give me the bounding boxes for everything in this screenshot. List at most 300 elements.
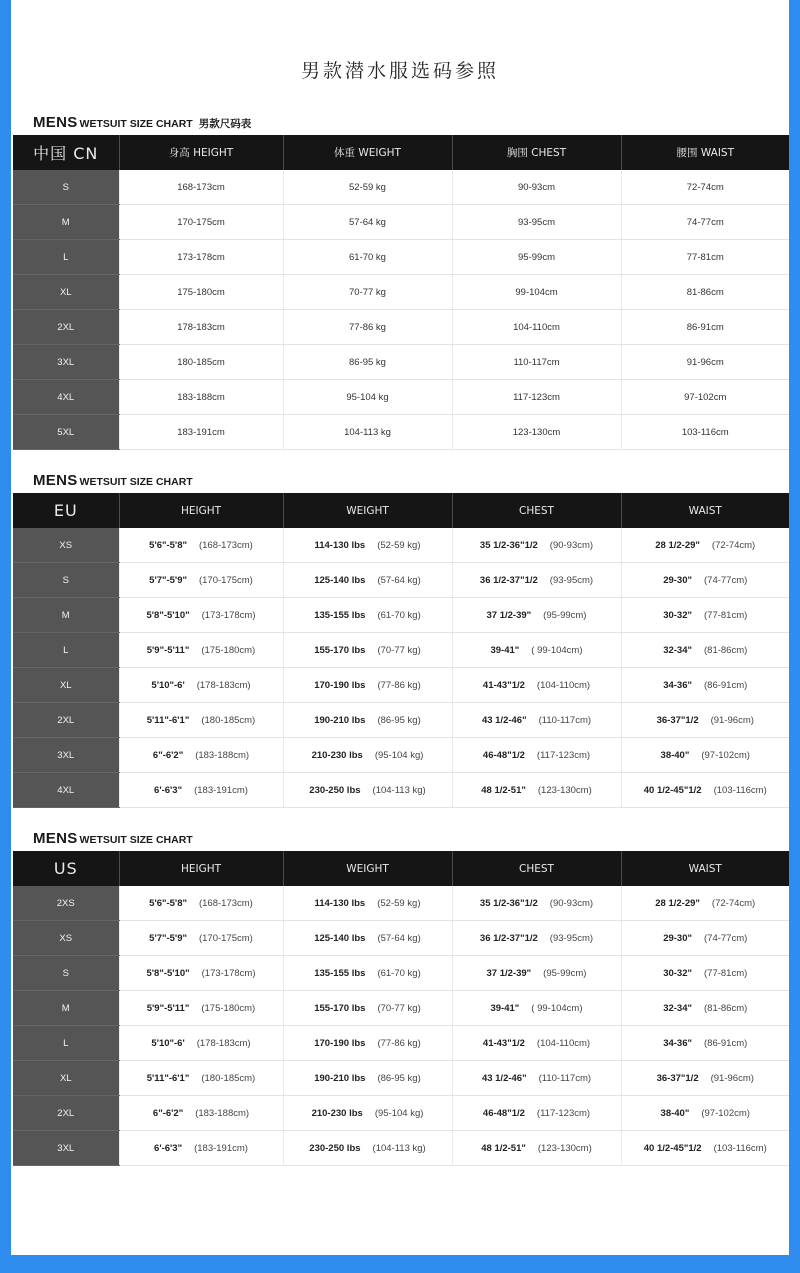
imperial-value: 43 1/2-46" [481, 714, 527, 726]
imperial-value: 37 1/2-39" [486, 967, 532, 979]
imperial-value: 230-250 lbs [309, 1142, 361, 1154]
table-cell: 93-95cm [452, 205, 621, 240]
metric-value: (91-96cm) [710, 1072, 754, 1084]
table-cell [119, 528, 283, 563]
table-cell: 170-175cm [119, 205, 283, 240]
metric-value: ( 99-104cm) [531, 644, 583, 656]
table-cell: 97-102cm [621, 380, 789, 415]
imperial-value: 30-32" [663, 967, 692, 979]
metric-value: (77-86 kg) [377, 1037, 421, 1049]
region-label: EU [13, 493, 119, 528]
table-cell [283, 738, 452, 773]
imperial-value: 34-36" [663, 1037, 692, 1049]
imperial-value: 155-170 lbs [314, 1002, 366, 1014]
table-row [13, 170, 789, 205]
table-cell [452, 668, 621, 703]
metric-value: (77-81cm) [704, 967, 748, 979]
size-label: 2XS [13, 886, 119, 921]
table-cell [283, 668, 452, 703]
table-cell: 91-96cm [621, 345, 789, 380]
column-header: 身高 HEIGHT [119, 135, 283, 170]
heading-mens: MENS [33, 830, 78, 847]
table-cell [119, 633, 283, 668]
table-cell [119, 773, 283, 808]
metric-value: (173-178cm) [201, 967, 256, 979]
table-row [13, 1131, 789, 1166]
table-cell [283, 528, 452, 563]
imperial-value: 43 1/2-46" [481, 1072, 527, 1084]
table-row [13, 310, 789, 345]
imperial-value: 210-230 lbs [311, 1107, 363, 1119]
column-header: 腰围 WAIST [621, 135, 789, 170]
table-row [13, 1026, 789, 1061]
imperial-value: 6"-6'2" [152, 1107, 184, 1119]
metric-value: (178-183cm) [196, 679, 251, 691]
size-label: 2XL [13, 310, 119, 345]
metric-value: (104-113 kg) [372, 1142, 426, 1154]
imperial-value: 46-48"1/2 [482, 749, 525, 761]
size-label: M [13, 598, 119, 633]
metric-value: (95-99cm) [543, 609, 587, 621]
metric-value: (95-99cm) [543, 967, 587, 979]
table-cell [621, 528, 789, 563]
metric-value: (52-59 kg) [377, 897, 421, 909]
table-cell: 57-64 kg [283, 205, 452, 240]
imperial-value: 114-130 lbs [314, 897, 366, 909]
table-cell [452, 1061, 621, 1096]
size-label: 4XL [13, 380, 119, 415]
heading-mens: MENS [33, 472, 78, 489]
column-header: WEIGHT [283, 493, 452, 528]
metric-value: (93-95cm) [549, 932, 594, 944]
metric-value: (123-130cm) [537, 784, 592, 796]
imperial-value: 28 1/2-29" [655, 539, 700, 551]
imperial-value: 230-250 lbs [309, 784, 361, 796]
table-cell: 77-86 kg [283, 310, 452, 345]
table-cell [621, 1061, 789, 1096]
size-label: S [13, 563, 119, 598]
table-cell: 72-74cm [621, 170, 789, 205]
size-label: 3XL [13, 345, 119, 380]
size-label: M [13, 205, 119, 240]
metric-value: (110-117cm) [538, 1072, 592, 1084]
table-cell [621, 738, 789, 773]
table-cell [119, 991, 283, 1026]
metric-value: (74-77cm) [704, 932, 748, 944]
column-header: CHEST [452, 851, 621, 886]
imperial-value: 32-34" [663, 644, 692, 656]
size-chart-page [11, 0, 789, 1255]
imperial-value: 30-32" [663, 609, 692, 621]
table-cell [452, 738, 621, 773]
imperial-value: 40 1/2-45"1/2 [643, 784, 702, 796]
imperial-value: 5'11"-6'1" [146, 1072, 190, 1084]
column-header: HEIGHT [119, 493, 283, 528]
table-cell: 74-77cm [621, 205, 789, 240]
imperial-value: 210-230 lbs [311, 749, 363, 761]
table-cell [283, 921, 452, 956]
table-cell [452, 1096, 621, 1131]
size-label: 2XL [13, 1096, 119, 1131]
table-cell [119, 1096, 283, 1131]
table-cell: 77-81cm [621, 240, 789, 275]
table-cell: 81-86cm [621, 275, 789, 310]
table-cell [452, 886, 621, 921]
table-cell [621, 956, 789, 991]
region-label: 中国 CN [13, 135, 119, 170]
table-cell [621, 921, 789, 956]
imperial-value: 40 1/2-45"1/2 [643, 1142, 702, 1154]
imperial-value: 5'7"-5'9" [149, 574, 187, 586]
imperial-value: 135-155 lbs [314, 967, 366, 979]
imperial-value: 35 1/2-36"1/2 [479, 539, 538, 551]
metric-value: (170-175cm) [198, 932, 253, 944]
metric-value: (123-130cm) [537, 1142, 592, 1154]
table-cell [119, 1061, 283, 1096]
metric-value: (95-104 kg) [374, 1107, 424, 1119]
table-cell: 183-188cm [119, 380, 283, 415]
imperial-value: 29-30" [663, 932, 692, 944]
table-cell [452, 773, 621, 808]
table-cell [452, 528, 621, 563]
metric-value: (90-93cm) [549, 539, 594, 551]
size-label: XS [13, 528, 119, 563]
imperial-value: 5'8"-5'10" [146, 609, 190, 621]
heading-sub: WETSUIT SIZE CHART [79, 834, 193, 846]
metric-value: (70-77 kg) [377, 1002, 421, 1014]
metric-value: (77-81cm) [704, 609, 748, 621]
table-cell [452, 703, 621, 738]
table-cell [452, 956, 621, 991]
table-cell [119, 668, 283, 703]
imperial-value: 38-40" [660, 749, 690, 761]
imperial-value: 29-30" [663, 574, 692, 586]
table-cell: 86-91cm [621, 310, 789, 345]
table-cell: 173-178cm [119, 240, 283, 275]
metric-value: (178-183cm) [196, 1037, 251, 1049]
table-cell [621, 1096, 789, 1131]
imperial-value: 5'10"-6' [151, 679, 185, 691]
table-row [13, 921, 789, 956]
eu-size-table [13, 493, 789, 808]
metric-value: (86-91cm) [704, 679, 748, 691]
table-cell: 52-59 kg [283, 170, 452, 205]
imperial-value: 135-155 lbs [314, 609, 366, 621]
metric-value: (104-110cm) [536, 679, 591, 691]
imperial-value: 125-140 lbs [314, 932, 366, 944]
metric-value: (81-86cm) [704, 644, 748, 656]
size-label: S [13, 170, 119, 205]
imperial-value: 38-40" [660, 1107, 690, 1119]
metric-value: (86-95 kg) [377, 1072, 421, 1084]
metric-value: (86-91cm) [704, 1037, 748, 1049]
metric-value: (173-178cm) [201, 609, 256, 621]
table-cell [119, 956, 283, 991]
size-label: L [13, 633, 119, 668]
table-cell [452, 991, 621, 1026]
table-cell: 95-99cm [452, 240, 621, 275]
heading-sub: WETSUIT SIZE CHART [79, 118, 193, 130]
imperial-value: 190-210 lbs [314, 1072, 366, 1084]
metric-value: (57-64 kg) [377, 574, 421, 586]
table-cell [621, 668, 789, 703]
table-cell: 99-104cm [452, 275, 621, 310]
region-label: US [13, 851, 119, 886]
table-row [13, 275, 789, 310]
size-label: XL [13, 275, 119, 310]
metric-value: (104-113 kg) [372, 784, 426, 796]
table-row [13, 1061, 789, 1096]
table-row [13, 703, 789, 738]
metric-value: (70-77 kg) [377, 644, 421, 656]
metric-value: (175-180cm) [201, 644, 256, 656]
table-cell [283, 563, 452, 598]
table-cell [283, 1026, 452, 1061]
imperial-value: 5'10"-6' [151, 1037, 185, 1049]
table-cell [283, 991, 452, 1026]
table-cell [119, 921, 283, 956]
table-cell [621, 633, 789, 668]
metric-value: (175-180cm) [201, 1002, 256, 1014]
metric-value: (103-116cm) [713, 1142, 767, 1154]
table-row [13, 205, 789, 240]
table-row [13, 415, 789, 450]
us-size-table [13, 851, 789, 1166]
imperial-value: 39-41" [490, 644, 520, 656]
table-cell: 175-180cm [119, 275, 283, 310]
size-label: XS [13, 921, 119, 956]
metric-value: ( 99-104cm) [531, 1002, 583, 1014]
imperial-value: 5'6"-5'8" [149, 897, 187, 909]
table-row [13, 528, 789, 563]
size-label: 3XL [13, 738, 119, 773]
table-cell [621, 1131, 789, 1166]
table-cell [452, 1026, 621, 1061]
table-cell [621, 1026, 789, 1061]
table-cell: 104-110cm [452, 310, 621, 345]
table-header-row [13, 851, 789, 886]
imperial-value: 48 1/2-51" [481, 784, 526, 796]
metric-value: (61-70 kg) [377, 967, 421, 979]
size-label: M [13, 991, 119, 1026]
metric-value: (117-123cm) [536, 749, 591, 761]
table-row [13, 668, 789, 703]
metric-value: (180-185cm) [201, 714, 256, 726]
cn-section-heading [33, 114, 251, 132]
table-cell [452, 563, 621, 598]
table-row [13, 345, 789, 380]
page-title: 男款潜水服选码参照 [300, 60, 499, 82]
imperial-value: 6"-6'2" [152, 749, 184, 761]
column-header: WEIGHT [283, 851, 452, 886]
table-cell [119, 886, 283, 921]
imperial-value: 36 1/2-37"1/2 [479, 574, 538, 586]
table-row [13, 738, 789, 773]
metric-value: (90-93cm) [549, 897, 594, 909]
table-cell [283, 633, 452, 668]
table-header-row [13, 493, 789, 528]
metric-value: (180-185cm) [201, 1072, 256, 1084]
eu-section-heading [33, 472, 193, 490]
table-cell [283, 773, 452, 808]
imperial-value: 48 1/2-51" [481, 1142, 526, 1154]
table-cell [621, 703, 789, 738]
table-row [13, 598, 789, 633]
metric-value: (103-116cm) [713, 784, 767, 796]
table-cell: 183-191cm [119, 415, 283, 450]
column-header: CHEST [452, 493, 621, 528]
heading-mens: MENS [33, 114, 78, 131]
metric-value: (97-102cm) [701, 1107, 750, 1119]
imperial-value: 170-190 lbs [314, 1037, 366, 1049]
metric-value: (97-102cm) [701, 749, 750, 761]
metric-value: (183-188cm) [195, 1107, 250, 1119]
table-cell: 90-93cm [452, 170, 621, 205]
table-cell: 61-70 kg [283, 240, 452, 275]
imperial-value: 39-41" [490, 1002, 520, 1014]
size-label: 4XL [13, 773, 119, 808]
metric-value: (72-74cm) [711, 539, 756, 551]
table-row [13, 380, 789, 415]
metric-value: (95-104 kg) [374, 749, 424, 761]
metric-value: (183-188cm) [195, 749, 250, 761]
imperial-value: 6'-6'3" [154, 784, 183, 796]
table-cell [283, 956, 452, 991]
cn-size-table [13, 135, 789, 450]
metric-value: (93-95cm) [549, 574, 594, 586]
imperial-value: 170-190 lbs [314, 679, 366, 691]
metric-value: (110-117cm) [538, 714, 592, 726]
table-cell [119, 1131, 283, 1166]
column-header: WAIST [621, 493, 789, 528]
table-cell [283, 703, 452, 738]
table-cell [621, 773, 789, 808]
column-header: HEIGHT [119, 851, 283, 886]
imperial-value: 28 1/2-29" [655, 897, 700, 909]
imperial-value: 36-37"1/2 [656, 714, 699, 726]
metric-value: (117-123cm) [536, 1107, 591, 1119]
table-cell [621, 991, 789, 1026]
imperial-value: 36 1/2-37"1/2 [479, 932, 538, 944]
table-row [13, 563, 789, 598]
size-label: S [13, 956, 119, 991]
imperial-value: 41-43"1/2 [482, 679, 525, 691]
table-cell [283, 1061, 452, 1096]
table-cell: 178-183cm [119, 310, 283, 345]
table-row [13, 773, 789, 808]
table-cell [119, 738, 283, 773]
size-label: L [13, 1026, 119, 1061]
table-header-row [13, 135, 789, 170]
imperial-value: 46-48"1/2 [482, 1107, 525, 1119]
size-label: L [13, 240, 119, 275]
table-cell [621, 598, 789, 633]
metric-value: (77-86 kg) [377, 679, 421, 691]
table-cell [283, 886, 452, 921]
heading-sub: WETSUIT SIZE CHART [79, 476, 193, 488]
table-cell [621, 563, 789, 598]
imperial-value: 41-43"1/2 [482, 1037, 525, 1049]
column-header: 胸围 CHEST [452, 135, 621, 170]
table-cell: 70-77 kg [283, 275, 452, 310]
table-row [13, 956, 789, 991]
metric-value: (81-86cm) [704, 1002, 748, 1014]
table-cell: 117-123cm [452, 380, 621, 415]
table-cell: 104-113 kg [283, 415, 452, 450]
table-cell [452, 598, 621, 633]
heading-cn: 男款尺码表 [198, 118, 252, 130]
imperial-value: 125-140 lbs [314, 574, 366, 586]
table-cell [283, 1131, 452, 1166]
imperial-value: 35 1/2-36"1/2 [479, 897, 538, 909]
table-row [13, 991, 789, 1026]
imperial-value: 37 1/2-39" [486, 609, 532, 621]
table-cell: 180-185cm [119, 345, 283, 380]
us-section-heading [33, 830, 193, 848]
table-cell [621, 886, 789, 921]
imperial-value: 155-170 lbs [314, 644, 366, 656]
table-cell [283, 598, 452, 633]
imperial-value: 32-34" [663, 1002, 692, 1014]
table-cell [119, 703, 283, 738]
metric-value: (183-191cm) [194, 784, 248, 796]
metric-value: (52-59 kg) [377, 539, 421, 551]
table-cell [119, 1026, 283, 1061]
metric-value: (91-96cm) [710, 714, 754, 726]
table-cell: 110-117cm [452, 345, 621, 380]
table-cell [283, 1096, 452, 1131]
metric-value: (61-70 kg) [377, 609, 421, 621]
table-cell: 86-95 kg [283, 345, 452, 380]
table-cell [119, 563, 283, 598]
table-cell: 123-130cm [452, 415, 621, 450]
imperial-value: 5'9"-5'11" [146, 644, 190, 656]
table-cell: 103-116cm [621, 415, 789, 450]
table-cell: 168-173cm [119, 170, 283, 205]
size-label: 2XL [13, 703, 119, 738]
imperial-value: 5'6"-5'8" [149, 539, 187, 551]
imperial-value: 5'7"-5'9" [149, 932, 187, 944]
imperial-value: 5'11"-6'1" [146, 714, 190, 726]
metric-value: (104-110cm) [536, 1037, 591, 1049]
metric-value: (86-95 kg) [377, 714, 421, 726]
imperial-value: 5'8"-5'10" [146, 967, 190, 979]
metric-value: (168-173cm) [198, 897, 253, 909]
table-row [13, 633, 789, 668]
size-label: XL [13, 1061, 119, 1096]
imperial-value: 6'-6'3" [154, 1142, 183, 1154]
imperial-value: 190-210 lbs [314, 714, 366, 726]
table-cell [452, 1131, 621, 1166]
table-cell: 95-104 kg [283, 380, 452, 415]
metric-value: (183-191cm) [194, 1142, 248, 1154]
imperial-value: 36-37"1/2 [656, 1072, 699, 1084]
metric-value: (74-77cm) [704, 574, 748, 586]
imperial-value: 114-130 lbs [314, 539, 366, 551]
imperial-value: 5'9"-5'11" [146, 1002, 190, 1014]
column-header: 体重 WEIGHT [283, 135, 452, 170]
metric-value: (72-74cm) [711, 897, 756, 909]
size-label: 5XL [13, 415, 119, 450]
table-cell [452, 633, 621, 668]
metric-value: (168-173cm) [198, 539, 253, 551]
table-row [13, 240, 789, 275]
metric-value: (170-175cm) [198, 574, 253, 586]
size-label: XL [13, 668, 119, 703]
table-row [13, 1096, 789, 1131]
table-cell [119, 598, 283, 633]
table-row [13, 886, 789, 921]
